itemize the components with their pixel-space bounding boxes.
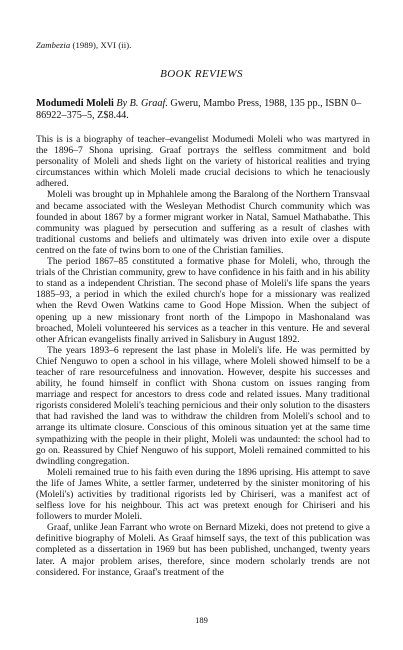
publication-details: Gweru, Mambo Press, 1988, 135 pp., ISBN 0–86922–375–5, Z$8.44.: [36, 98, 362, 121]
paragraph-last-phase: The years 1893–6 represent the last phase in Moleli's life. He was permitted by Chief Nenguwo to open a school in his village, where Moleli showed himself to be a teacher of rare resourcefulness and innovation. However, despite his successes and ability, he found himself in conflict with Shona custom on issues ranging from marriage and respect for ancestors to dress code and related issues. Many traditional rigorists considered Moleli's teaching pernicious and their only solution to the disasters that had ravished the land was to withdraw the children from Moleli's school and to arrange its ultimate closure. Conscious of this ominous situation yet at the same time sympathizing with the people in their plight, Moleli was undaunted: the school had to go on. Reassured by Chief Nenguwo of his support, Moleli remained committed to his dwindling congregation.: [36, 344, 370, 467]
book-title: Modumedi Moleli: [36, 98, 114, 109]
paragraph-uprising: Moleli remained true to his faith even during the 1896 uprising. His attempt to save the life of James White, a settler farmer, undeterred by the sinister monitoring of his (Moleli's) activities by traditional rigorists led by Chiriseri, was a manifest act of selfless love for his neighbour. This act was pretext enough for Chiriseri and his followers to murder Moleli.: [36, 466, 370, 523]
book-author: By B. Graaf.: [116, 98, 168, 109]
review-body: [36, 134, 370, 578]
section-title: BOOK REVIEWS: [160, 68, 243, 80]
paragraph-intro: This is is a biography of teacher–evangelist Modumedi Moleli who was martyred in the 1896–7 Shona uprising. Graaf portrays the selfless commitment and bold personality of Moleli and sheds light on the variety of historical realities and trying circumstances within which Moleli made crucial decisions to which he tenaciously adhered.: [36, 134, 370, 190]
paragraph-formative-period: The period 1867–85 constituted a formative phase for Moleli, who, through the trials of the Christian community, grew to have confidence in his faith and in his ability to stand as a independent Christian. The second phase of Moleli's life spans the years 1885–93, a period in which the exiled church's hope for a missionary was realized when the Revd Owen Watkins came to Good Hope Mission. When the subject of opening up a new missionary front north of the Limpopo in Mashonaland was broached, Moleli volunteered his services as a teacher in this venture. He and several other African evangelists finally arrived in Salisbury in August 1892.: [36, 256, 370, 345]
journal-issue-info: (1989), XVI (ii).: [72, 40, 132, 50]
review-header: [36, 98, 370, 121]
journal-name: Zambezia: [36, 40, 71, 50]
paragraph-critique: Graaf, unlike Jean Farrant who wrote on Bernard Mizeki, does not pretend to give a definitive biography of Moleli. As Graaf himself says, the text of this publication was completed as a dissertation in 1969 but has been published, unchanged, twenty years later. A major problem arises, therefore, since modern scholarly trends are not considered. For instance, Graaf's treatment of the: [36, 522, 370, 578]
page-number: 189: [195, 615, 208, 625]
paragraph-early-life: Moleli was brought up in Mphahlele among the Baralong of the Northern Transvaal and became associated with the Wesleyan Methodist Church community which was founded in about 1867 by a former migrant worker in Natal, Samuel Mathabathe. This community was plagued by persecution and suffering as a result of clashes with traditional customs and beliefs and ultimately was driven into exile over a dispute centred on the fate of twins born to one of the Christian families.: [36, 189, 370, 256]
journal-reference: [36, 40, 131, 50]
